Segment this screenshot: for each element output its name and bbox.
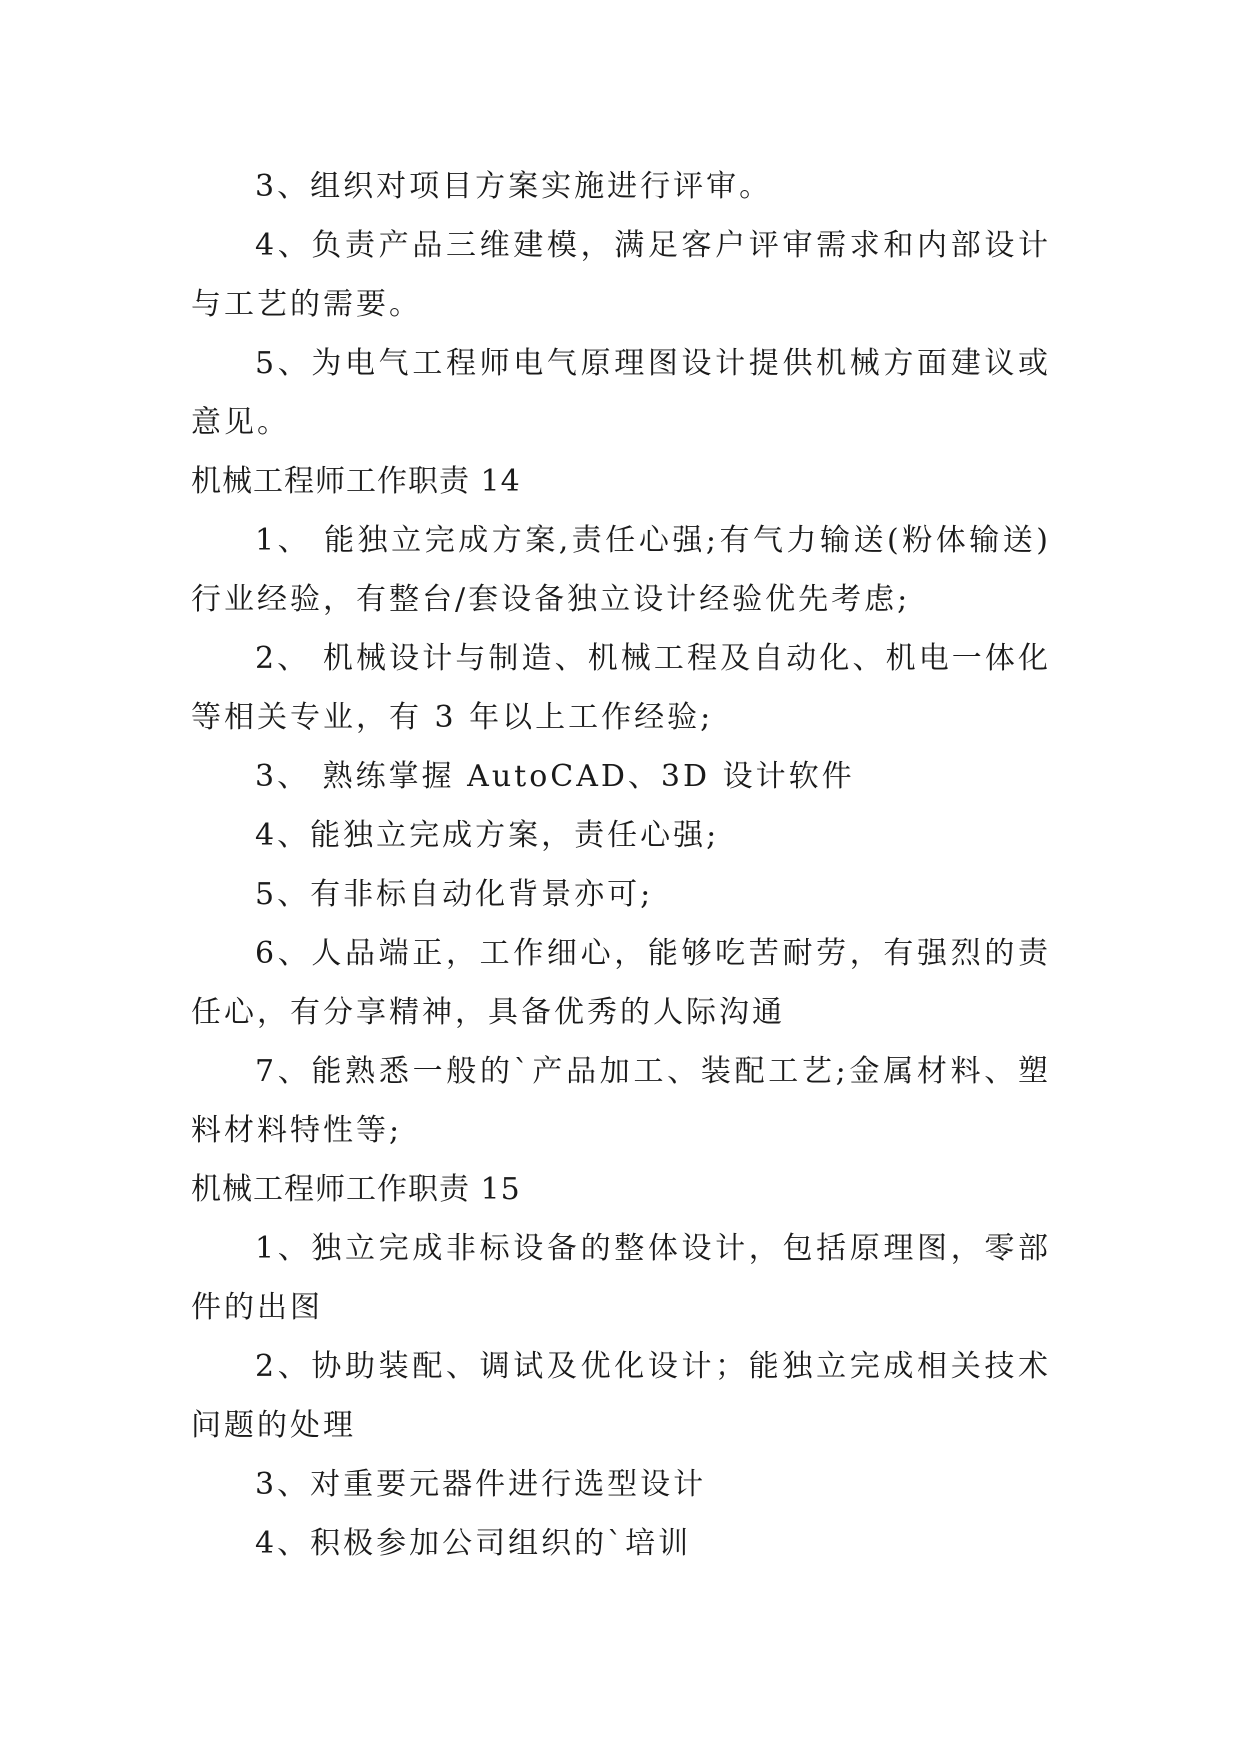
duty-item: 3、 熟练掌握 AutoCAD、3D 设计软件 (255, 759, 855, 794)
duty-item: 3、组织对项目方案实施进行评审。 (255, 169, 773, 204)
section-heading: 机械工程师工作职责 15 (191, 1172, 521, 1207)
duty-item: 2、协助装配、调试及优化设计；能独立完成相关技术问题的处理 (191, 1349, 1051, 1443)
duty-item: 6、人品端正，工作细心，能够吃苦耐劳，有强烈的责任心，有分享精神，具备优秀的人际沟通 (191, 936, 1051, 1030)
duty-item: 2、 机械设计与制造、机械工程及自动化、机电一体化等相关专业，有 3 年以上工作经验; (191, 641, 1051, 735)
duty-item: 4、负责产品三维建模，满足客户评审需求和内部设计与工艺的需要。 (191, 228, 1051, 322)
duty-item: 3、对重要元器件进行选型设计 (255, 1467, 707, 1502)
duty-item: 1、 能独立完成方案,责任心强;有气力输送(粉体输送)行业经验，有整台/套设备独立设计经验优先考虑; (191, 523, 1051, 617)
duty-item: 7、能熟悉一般的`产品加工、装配工艺;金属材料、塑料材料特性等; (191, 1054, 1051, 1148)
duty-item: 4、能独立完成方案，责任心强; (255, 818, 720, 853)
duty-item: 5、有非标自动化背景亦可; (255, 877, 654, 912)
duty-item: 5、为电气工程师电气原理图设计提供机械方面建议或意见。 (191, 346, 1051, 440)
document-body (191, 157, 1051, 1573)
duty-item: 1、独立完成非标设备的整体设计，包括原理图，零部件的出图 (191, 1231, 1051, 1325)
section-heading: 机械工程师工作职责 14 (191, 464, 521, 499)
duty-item: 4、积极参加公司组织的`培训 (255, 1526, 692, 1561)
